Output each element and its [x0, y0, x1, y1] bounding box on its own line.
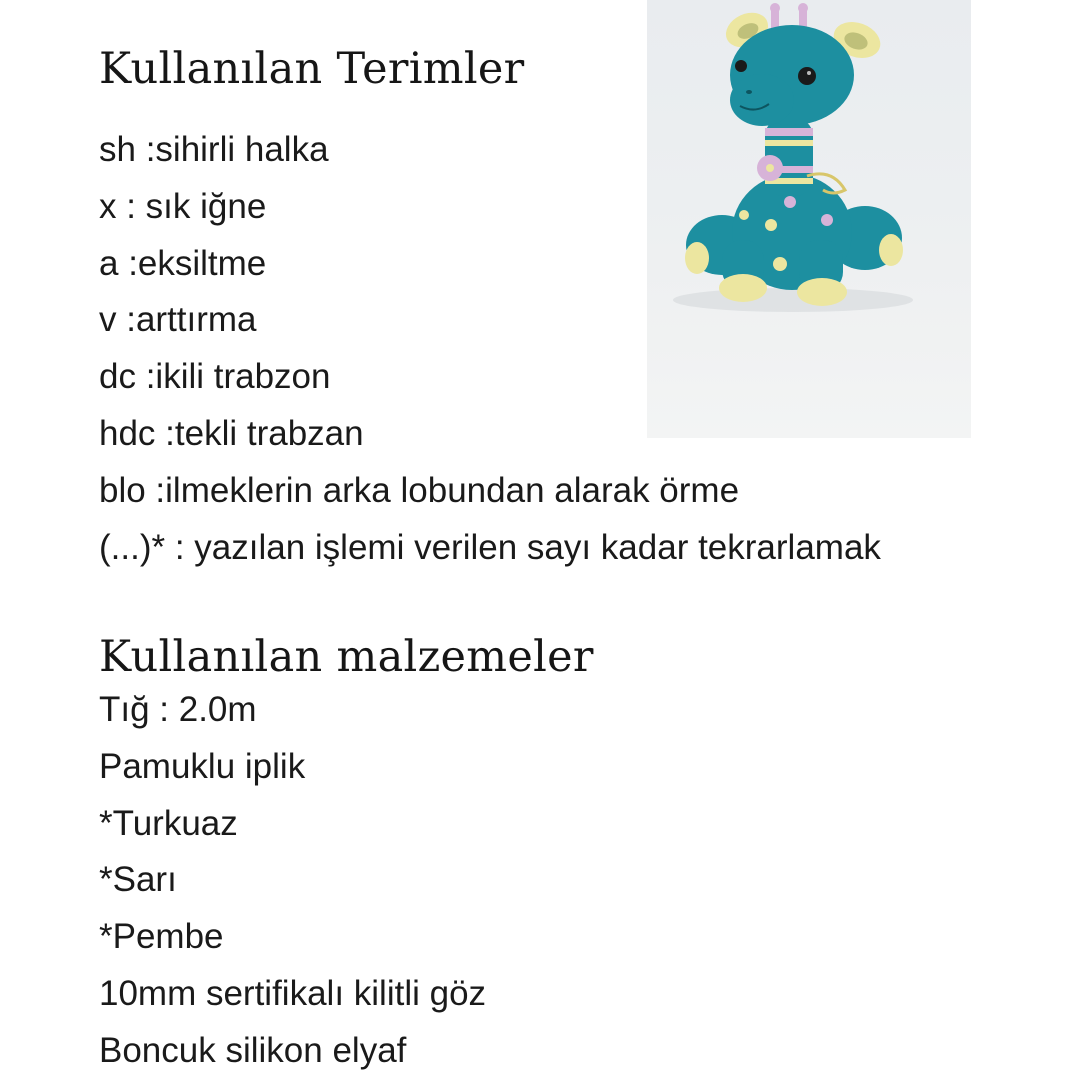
term-item: x : sık iğne — [99, 186, 267, 226]
material-item: Pamuklu iplik — [99, 746, 306, 786]
giraffe-toy-illustration — [647, 0, 971, 438]
material-item: Boncuk silikon elyaf — [99, 1030, 407, 1070]
toy-eye — [735, 60, 747, 72]
term-item: (...)* : yazılan işlemi verilen sayı kadar tekrarlamak — [99, 527, 881, 567]
terms-heading: Kullanılan Terimler — [99, 44, 525, 94]
material-item: *Pembe — [99, 917, 224, 957]
material-item: *Turkuaz — [99, 803, 238, 843]
materials-heading: Kullanılan malzemeler — [99, 632, 594, 682]
toy-hoof — [719, 274, 767, 302]
term-item: dc :ikili trabzon — [99, 357, 331, 397]
materials-list — [99, 682, 486, 1080]
term-item: sh :sihirli halka — [99, 130, 329, 169]
toy-hoof — [797, 278, 847, 306]
term-item: a :eksiltme — [99, 243, 267, 283]
term-item: v :arttırma — [99, 300, 257, 340]
term-item: hdc :tekli trabzan — [99, 413, 364, 453]
toy-eye — [798, 67, 816, 85]
term-item: blo :ilmeklerin arka lobundan alarak örme — [99, 470, 740, 510]
material-item: Tığ : 2.0m — [99, 690, 257, 729]
material-item: *Sarı — [99, 860, 177, 900]
giraffe-toy-photo — [647, 0, 971, 438]
material-item: 10mm sertifikalı kilitli göz — [99, 973, 487, 1013]
